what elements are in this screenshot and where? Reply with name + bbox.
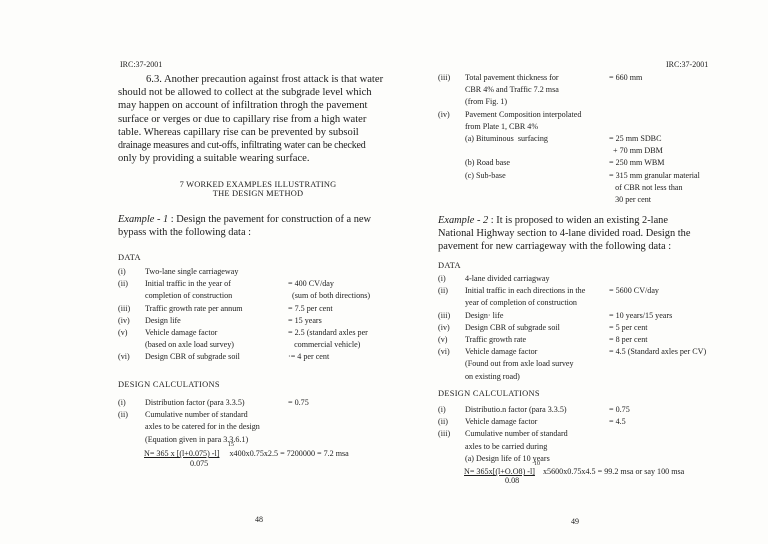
list-item — [438, 182, 738, 194]
item-number: (iii) — [438, 310, 451, 320]
item-text: Vehicle damage factor — [465, 417, 538, 427]
item-value: = 400 CV/day — [288, 279, 334, 289]
item-value: = 8 per cent — [609, 334, 648, 344]
item-text: Distributio.n factor (para 3.3.5) — [465, 405, 567, 414]
example-1-text-line2: bypass with the following data : — [118, 227, 252, 238]
list-item — [438, 194, 738, 206]
example-1-intro — [118, 213, 371, 239]
right-data-label: DATA — [438, 261, 461, 270]
item-value: = 5600 CV/day — [609, 286, 659, 296]
item-number: (ii) — [438, 286, 448, 296]
para-line: 6.3. Another precaution against frost attack is that water — [146, 74, 384, 85]
item-number: (ii) — [118, 279, 128, 289]
example-2-text-line3: pavement for new carriageway with the following data : — [438, 241, 672, 252]
item-value: = 4.5 — [609, 417, 626, 427]
item-number: (iii) — [118, 303, 131, 313]
item-text: (b) Road base — [465, 158, 510, 168]
list-item — [438, 346, 738, 358]
list-item — [438, 428, 738, 440]
right-data-list — [438, 273, 738, 383]
left-data-label: DATA — [118, 253, 141, 262]
list-item — [118, 327, 408, 339]
list-item — [118, 351, 408, 363]
list-item — [438, 157, 738, 169]
list-item — [118, 303, 408, 315]
item-text: 4-lane divided carriagway — [465, 274, 550, 283]
item-text: year of completion of construction — [465, 298, 577, 308]
list-item — [438, 404, 738, 416]
list-item — [438, 273, 738, 285]
item-number: (v) — [438, 334, 448, 344]
item-number: (iv) — [438, 322, 450, 332]
list-item — [438, 371, 738, 383]
list-item — [118, 266, 408, 278]
item-text: CBR 4% and Traffic 7.2 msa — [465, 85, 559, 95]
list-item — [438, 285, 738, 297]
item-number: (ii) — [118, 410, 128, 420]
item-number: (vi) — [438, 347, 450, 357]
list-item — [438, 109, 738, 121]
example-2-intro — [438, 214, 691, 253]
item-number: (v) — [118, 327, 128, 337]
list-item — [438, 358, 738, 370]
item-text: axles to be carried during — [465, 441, 548, 451]
item-text: Initial traffic in the year of — [145, 279, 231, 289]
example-2-label: Example - 2 — [438, 215, 489, 226]
item-number: (i) — [118, 398, 126, 407]
list-item — [118, 290, 408, 302]
left-formula-denominator: 0.075 — [190, 459, 209, 468]
right-page-number: 49 — [571, 517, 579, 526]
item-value: (sum of both directions) — [288, 291, 371, 301]
left-calc-label: DESIGN CALCULATIONS — [118, 380, 220, 389]
list-item — [118, 421, 408, 433]
para-line: surface or verges or due to capillary rise from a high water — [118, 113, 367, 125]
item-number: (iii) — [438, 429, 451, 439]
list-item — [118, 397, 408, 409]
item-text: Pavement Composition interpolated — [465, 109, 582, 119]
item-number: (ii) — [438, 417, 448, 427]
item-value: = 10 years/15 years — [609, 310, 673, 320]
right-top-list — [438, 72, 738, 206]
item-value: = 5 per cent — [609, 322, 648, 332]
list-item — [438, 72, 738, 84]
list-item — [438, 453, 738, 465]
list-item — [438, 310, 738, 322]
list-item — [438, 322, 738, 334]
left-formula-exponent: 15 — [228, 442, 234, 448]
item-value: ·= 4 per cent — [288, 352, 330, 362]
item-value: = 7.5 per cent — [288, 303, 333, 313]
list-item — [438, 121, 738, 133]
item-value: = 250 mm WBM — [609, 158, 665, 168]
item-text: Traffic growth rate per annum — [145, 303, 243, 313]
item-number: (vi) — [118, 352, 130, 362]
item-value: = 15 years — [288, 315, 322, 325]
right-formula-multiplier: x5600x0.75x4.5 = 99.2 msa or say 100 msa — [542, 467, 685, 476]
item-value: = 4.5 (Standard axles per CV) — [609, 347, 707, 357]
item-number: (iv) — [438, 109, 450, 119]
item-value: + 70 mm DBM — [609, 146, 663, 156]
item-text: completion of construction — [145, 291, 233, 301]
para-line: may happen on account of infiltration throgh the pavement — [118, 100, 368, 112]
item-number: (iv) — [118, 315, 130, 325]
right-formula-numerator: N= 365x[(l+O.O8) -l] — [464, 467, 535, 476]
item-text: from Plate 1, CBR 4% — [465, 121, 539, 131]
para-line: should not be allowed to collect at the subgrade level which — [118, 87, 372, 99]
item-text: (a) Bituminous surfacing — [465, 133, 548, 143]
left-page-number: 48 — [255, 515, 263, 524]
example-1-text: : Design the pavement for construction of a new — [168, 214, 372, 225]
left-formula-numerator: N= 365 x [(l+0.075) -l] — [144, 449, 220, 458]
para-line: table. Whereas capillary rise can be prevented by subsoil — [118, 126, 359, 138]
item-text: (from Fig. 1) — [465, 97, 508, 107]
list-item — [438, 416, 738, 428]
example-2-text: : It is proposed to widen an existing 2-lane — [488, 215, 668, 226]
list-item — [118, 409, 408, 421]
item-text: axles to be catered for in the design — [145, 422, 260, 432]
item-value: = 0.75 — [609, 405, 630, 414]
item-value: = 315 mm granular material — [609, 170, 700, 180]
item-text: on existing road) — [465, 371, 520, 381]
item-text: Vehicle damage factor — [145, 327, 218, 337]
section-heading — [118, 180, 398, 198]
left-formula — [144, 448, 349, 460]
right-formula — [464, 466, 684, 478]
right-formula-denominator: 0.08 — [505, 476, 520, 485]
item-text: Design· life — [465, 310, 504, 320]
item-number: (i) — [118, 267, 126, 276]
item-text: Design life — [145, 315, 181, 325]
section-heading-line1: 7 WORKED EXAMPLES ILLUSTRATING — [179, 180, 337, 189]
para-line: only by providing a suitable wearing surface. — [118, 153, 310, 165]
list-item — [438, 145, 738, 157]
list-item — [438, 133, 738, 145]
item-value: = 2.5 (standard axles per — [288, 327, 368, 337]
item-number: (i) — [438, 274, 446, 283]
left-paragraph — [118, 73, 383, 165]
right-header: IRC:37-2001 — [666, 60, 709, 69]
item-value: = 660 mm — [609, 73, 643, 82]
item-value: commercial vehicle) — [288, 340, 361, 350]
example-1-label: Example - 1 — [118, 214, 169, 225]
list-item — [118, 315, 408, 327]
item-number: (i) — [438, 405, 446, 414]
list-item — [438, 441, 738, 453]
right-calc-list — [438, 404, 738, 465]
left-header: IRC:37-2001 — [120, 60, 163, 69]
item-text: Distribution factor (para 3.3.5) — [145, 398, 245, 407]
item-text: (c) Sub-base — [465, 170, 506, 180]
item-text: (a) Design life of 10 years — [465, 453, 550, 463]
left-formula-multiplier: x400x0.75x2.5 = 7200000 = 7.2 msa — [229, 449, 349, 458]
item-value: = 0.75 — [288, 398, 309, 407]
section-heading-line2: THE DESIGN METHOD — [212, 189, 304, 198]
list-item — [438, 84, 738, 96]
para-line: drainage measures and cut-offs, infiltrating water can be checked — [118, 140, 366, 152]
item-text: Design CBR of subgrade soil — [145, 352, 240, 362]
left-calc-list — [118, 397, 408, 446]
item-text: Vehicle damage factor — [465, 347, 538, 357]
item-text: (Equation given in para 3.3.6.1) — [145, 434, 249, 444]
item-value: = 25 mm SDBC — [609, 133, 662, 143]
list-item — [438, 170, 738, 182]
list-item — [438, 334, 738, 346]
list-item — [118, 278, 408, 290]
item-text: (based on axle load survey) — [145, 340, 234, 350]
list-item — [118, 339, 408, 351]
right-formula-exponent: 10 — [534, 461, 540, 467]
item-text: Two-lane single carriageway — [145, 267, 239, 276]
item-value: 30 per cent — [609, 194, 652, 204]
item-text: Cumulative number of standard — [465, 429, 568, 439]
item-text: Cumulative number of standard — [145, 410, 248, 420]
list-item — [118, 434, 408, 446]
item-text: Design CBR of subgrade soil — [465, 322, 560, 332]
example-2-text-line2: National Highway section to 4-lane divided road. Design the — [438, 228, 691, 239]
list-item — [438, 297, 738, 309]
right-calc-label: DESIGN CALCULATIONS — [438, 389, 540, 398]
left-data-list — [118, 266, 408, 364]
list-item — [438, 96, 738, 108]
item-number: (iii) — [438, 73, 451, 82]
item-text: Traffic growth rate — [465, 334, 527, 344]
item-text: Initial traffic in each directions in the — [465, 286, 586, 296]
item-text: Total pavement thickness for — [465, 73, 559, 82]
item-text: (Found out from axle load survey — [465, 359, 574, 369]
item-value: of CBR not less than — [609, 182, 683, 192]
